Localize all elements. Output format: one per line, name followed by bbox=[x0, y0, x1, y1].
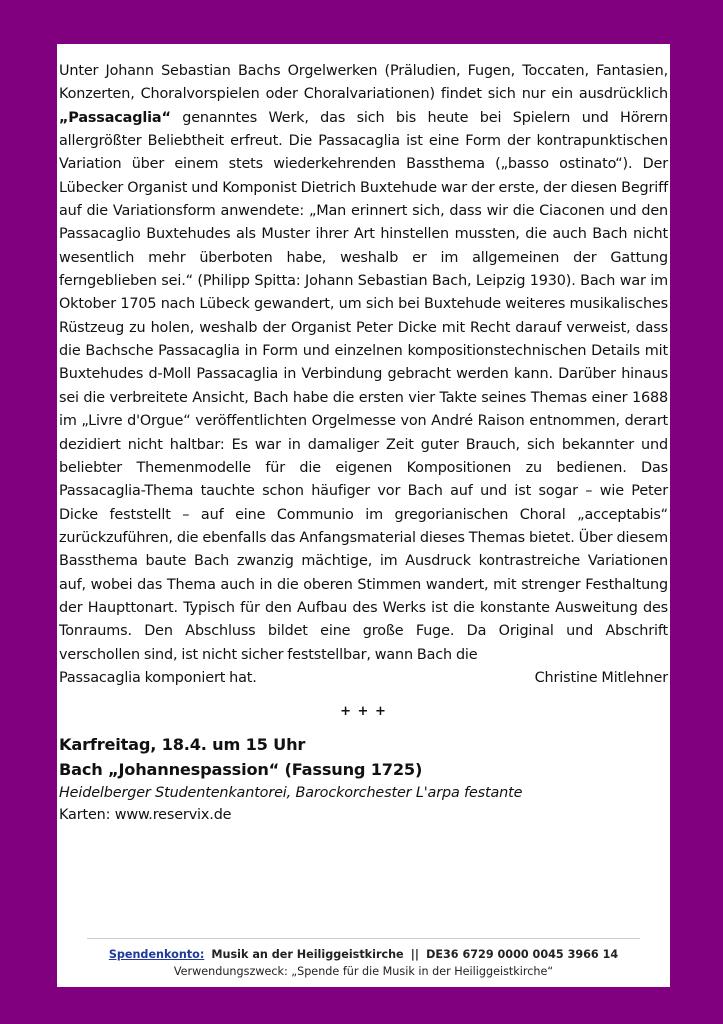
article-author: Christine Mitlehner bbox=[534, 669, 668, 686]
donation-account-label[interactable]: Spendenkonto: bbox=[108, 948, 205, 961]
article-last-line: Passacaglia komponiert hat. bbox=[59, 669, 257, 686]
donation-account-holder: Musik an der Heiliggeistkirche bbox=[211, 948, 404, 961]
event-tickets: Karten: www.reservix.de bbox=[59, 807, 232, 824]
donation-purpose: Verwendungszweck: „Spende für die Musik in der Heiliggeistkirche“ bbox=[173, 965, 554, 978]
article-signature-line bbox=[59, 667, 668, 690]
event-title: Bach „Johannespassion“ (Fassung 1725) bbox=[59, 759, 423, 779]
donation-footer bbox=[57, 946, 670, 980]
donation-iban: DE36 6729 0000 0045 3966 14 bbox=[426, 948, 619, 961]
event-block bbox=[59, 733, 668, 826]
donation-account-line bbox=[57, 946, 670, 963]
article-body bbox=[59, 60, 668, 667]
event-date: Karfreitag, 18.4. um 15 Uhr bbox=[59, 735, 306, 755]
donation-divider: || bbox=[410, 948, 419, 961]
article-main: genanntes Werk, das sich bis heute bei Spielern und Hörern allergrößter Beliebtheit erfreut. Die Passacaglia ist eine Form der kontrapunktischen Variation über einem stets wiederkehrenden Bassthema („basso ostinato“). Der Lübecker Organist und Komponist Dietrich Buxtehude war der erste, der diesen Begriff auf die Variationsform anwendete: „Man erinnert sich, dass wir die Ciaconen und den Passacaglio Buxtehudes als Muster ihrer Art hinstellen mussten, die auch Bach nicht wesentlich mehr überboten habe, weshalb er im allgemeinen der Gattung ferngeblieben sei.“ (Philipp Spitta: Johann Sebastian Bach, Leipzig 1930). Bach war im Oktober 1705 nach Lübeck gewandert, um sich bei Buxtehude weiteres musikalisches Rüstzeug zu holen, weshalb der Organist Peter Dicke mit Recht darauf verweist, dass die Bachsche Passacaglia in Form und einzelnen kompositionstechnischen Details mit Buxtehudes d-Moll Passacaglia in Verbindung gebracht werden kann. Darüber hinaus sei die verbreitete Ansicht, Bach habe die ersten vier Takte seines Themas einer 1688 im „Livre d'Orgue“ veröffentlichten Orgelmesse von André Raison entnommen, derart dezidiert nicht haltbar: Es war in damaliger Zeit guter Brauch, sich bekannter und beliebter Themenmodelle für die eigenen Kompositionen zu bedienen. Das Passacaglia-Thema tauchte schon häufiger vor Bach auf und ist sogar – wie Peter Dicke feststellt – auf eine Communio im gregorianischen Choral „acceptabis“ zurückzuführen, die ebenfalls das Anfangsmaterial dieses Themas bietet. Über diesem Bassthema baute Bach zwanzig mächtige, im Ausdruck kontrastreiche Variationen auf, wobei das Thema auch in die oberen Stimmen wandert, mit strenger Festhaltung der Haupttonart. Typisch für den Aufbau des Werks ist die konstante Ausweitung des Tonraums. Den Abschluss bildet eine große Fuge. Da Original und Abschrift verschollen sind, ist nicht sicher feststellbar, wann Bach die bbox=[59, 109, 668, 663]
article-intro: Unter Johann Sebastian Bachs Orgelwerken (Präludien, Fugen, Toccaten, Fantasien, Konzerten, Choralvorspielen oder Choralvariationen) findet sich nur ein ausdrücklich bbox=[59, 63, 668, 103]
footer-divider bbox=[87, 938, 640, 939]
program-page bbox=[57, 44, 670, 987]
article-bold-term: „Passacaglia“ bbox=[59, 109, 171, 126]
section-separator: + + + bbox=[340, 704, 387, 720]
event-performers: Heidelberger Studentenkantorei, Barockorchester L'arpa festante bbox=[59, 785, 523, 802]
